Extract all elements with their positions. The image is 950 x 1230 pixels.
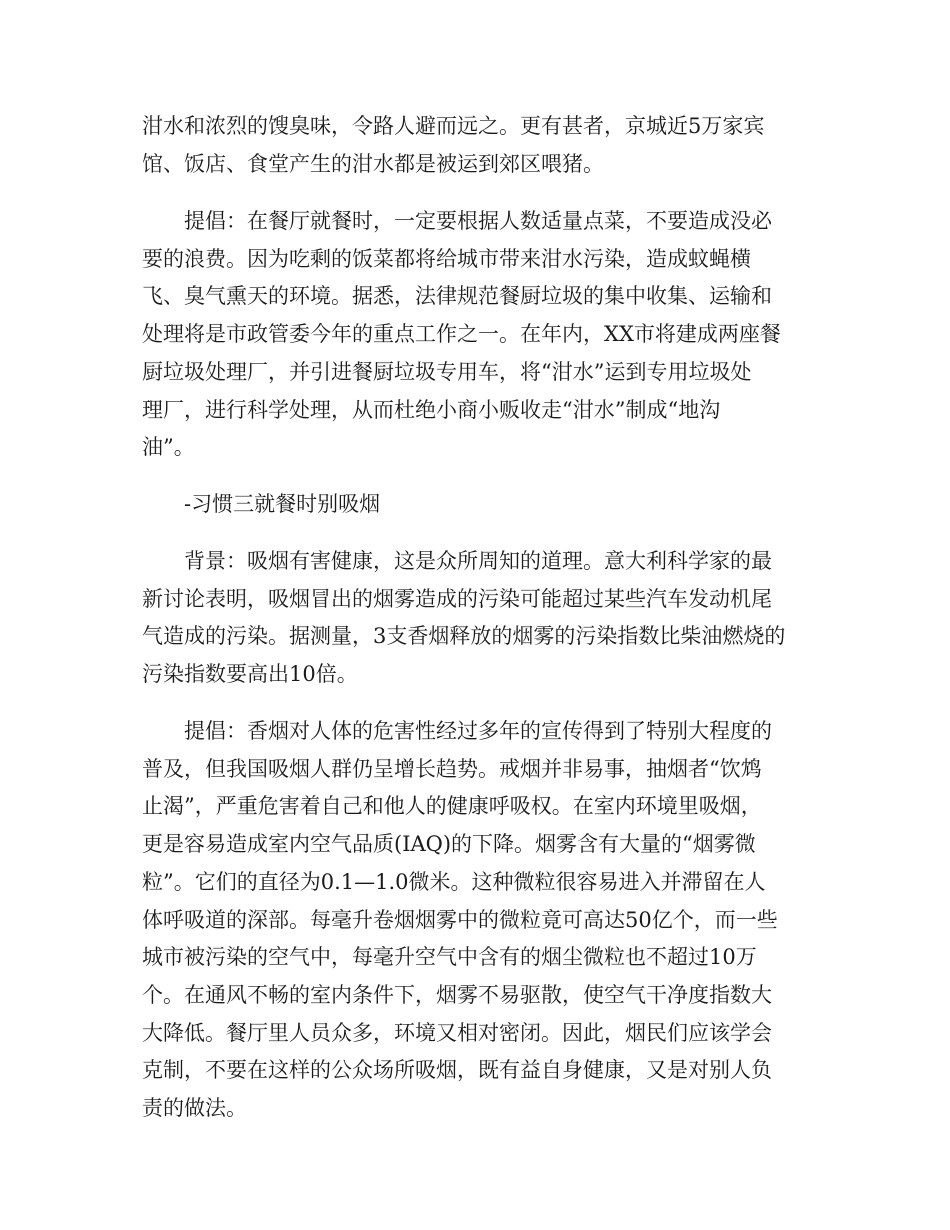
para3-line: 新讨论表明，吸烟冒出的烟雾造成的污染可能超过某些汽车发动机尾	[142, 587, 772, 611]
para3-line: 气造成的污染。据测量，3支香烟释放的烟雾的污染指数比柴油燃烧的	[142, 624, 786, 648]
para4-line: 责的做法。	[142, 1096, 247, 1120]
para4-line: 克制，不要在这样的公众场所吸烟，既有益自身健康，又是对别人负	[142, 1058, 772, 1082]
para3-line: 污染指数要高出10倍。	[142, 662, 358, 686]
para2-line: 厨垃圾处理厂，并引进餐厨垃圾专用车，将“泔水”运到专用垃圾处	[142, 360, 752, 384]
para2-line: 油”。	[142, 435, 195, 459]
para1-line: 泔水和浓烈的馊臭味，令路人避而远之。更有甚者，京城近5万家宾	[142, 114, 765, 138]
para2-line: 要的浪费。因为吃剩的饭菜都将给城市带来泔水污染，造成蚊蝇横	[142, 247, 751, 271]
section-heading: -习惯三就餐时别吸烟	[184, 492, 381, 516]
para2-line: 提倡：在餐厅就餐时，一定要根据人数适量点菜，不要造成没必	[184, 209, 772, 233]
para4-line: 城市被污染的空气中，每毫升空气中含有的烟尘微粒也不超过10万	[142, 945, 757, 969]
para4-line: 提倡：香烟对人体的危害性经过多年的宣传得到了特别大程度的	[184, 719, 772, 743]
para2-line: 处理将是市政管委今年的重点工作之一。在年内，XX市将建成两座餐	[142, 322, 781, 346]
para4-line: 体呼吸道的深部。每毫升卷烟烟雾中的微粒竟可高达50亿个，而一些	[142, 908, 778, 932]
para4-line: 普及，但我国吸烟人群仍呈增长趋势。戒烟并非易事，抽烟者“饮鸩	[142, 757, 762, 781]
para4-line: 粒”。它们的直径为0.1—1.0微米。这种微粒很容易进入并滞留在人	[142, 870, 766, 894]
para2-line: 理厂，进行科学处理，从而杜绝小商小贩收走“泔水”制成“地沟	[142, 398, 721, 422]
para4-line: 更是容易造成室内空气品质(IAQ)的下降。烟雾含有大量的“烟雾微	[142, 832, 756, 856]
para4-line: 大降低。餐厅里人员众多，环境又相对密闭。因此，烟民们应该学会	[142, 1021, 772, 1045]
para3-line: 背景：吸烟有害健康，这是众所周知的道理。意大利科学家的最	[184, 549, 772, 573]
para4-line: 止渴”，严重危害着自己和他人的健康呼吸权。在室内环境里吸烟，	[142, 794, 762, 818]
para1-line: 馆、饭店、食堂产生的泔水都是被运到郊区喂猪。	[142, 152, 604, 176]
para2-line: 飞、臭气熏天的环境。据悉，法律规范餐厨垃圾的集中收集、运输和	[142, 284, 772, 308]
para4-line: 个。在通风不畅的室内条件下，烟雾不易驱散，使空气干净度指数大	[142, 983, 772, 1007]
